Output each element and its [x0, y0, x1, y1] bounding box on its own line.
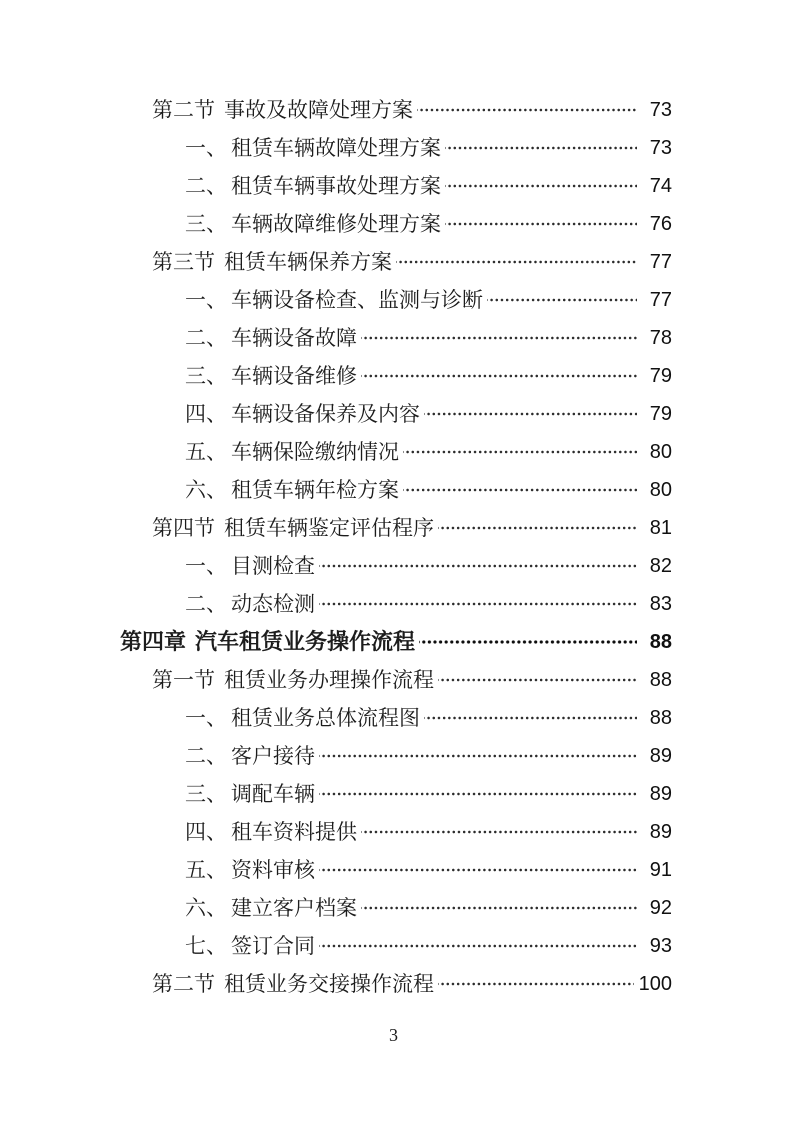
toc-entry-page: 93 [649, 935, 672, 957]
toc-entry-title: 租赁车辆故障处理方案 [231, 136, 441, 160]
toc-entry-number: 一、 [185, 554, 227, 578]
toc-entry-title: 车辆设备保养及内容 [231, 402, 420, 426]
toc-entry-page: 79 [649, 403, 672, 425]
toc-entry-page: 77 [649, 251, 672, 273]
toc-entry-number: 一、 [185, 288, 227, 312]
toc-entry[interactable] [120, 851, 672, 889]
toc-entry-page: 80 [649, 441, 672, 463]
toc-entry-number: 第二节 [152, 972, 215, 996]
toc-entry[interactable] [120, 433, 672, 471]
toc-entry[interactable] [120, 775, 672, 813]
toc-entry-page: 73 [649, 137, 672, 159]
dot-leader [361, 319, 637, 357]
toc-entry-page: 100 [638, 973, 672, 995]
toc-entry-title: 车辆设备检查、监测与诊断 [231, 288, 483, 312]
toc-entry[interactable] [120, 813, 672, 851]
toc-entry[interactable] [120, 509, 672, 547]
toc-entry-title: 租赁车辆保养方案 [224, 250, 392, 274]
dot-leader [361, 813, 637, 851]
toc-entry-page: 79 [649, 365, 672, 387]
toc-entry-title: 建立客户档案 [231, 896, 357, 920]
dot-leader [417, 91, 637, 129]
toc-entry-number: 五、 [185, 858, 227, 882]
dot-leader [396, 243, 637, 281]
toc-entry[interactable] [120, 889, 672, 927]
toc-entry-page: 83 [649, 593, 672, 615]
toc-entry-number: 三、 [185, 212, 227, 236]
toc-entry-number: 二、 [185, 744, 227, 768]
toc-entry-page: 89 [649, 745, 672, 767]
toc-entry-page: 88 [649, 631, 672, 653]
toc-entry-title: 资料审核 [231, 858, 315, 882]
dot-leader [438, 661, 637, 699]
toc-entry[interactable] [120, 91, 672, 129]
toc-entry-title: 租赁业务总体流程图 [231, 706, 420, 730]
toc-entry[interactable] [120, 281, 672, 319]
dot-leader [419, 623, 637, 661]
toc-entry-page: 81 [649, 517, 672, 539]
toc-entry-page: 76 [649, 213, 672, 235]
dot-leader [361, 889, 637, 927]
toc-entry-title: 汽车租赁业务操作流程 [195, 629, 416, 654]
toc-entry[interactable] [120, 699, 672, 737]
toc-entry-title: 租赁车辆鉴定评估程序 [224, 516, 434, 540]
toc-entry-number: 第四章 [120, 629, 187, 654]
toc-entry-title: 租赁业务交接操作流程 [224, 972, 434, 996]
toc-entry-number: 六、 [185, 478, 227, 502]
dot-leader [424, 699, 637, 737]
dot-leader [319, 737, 637, 775]
toc-entry-title: 调配车辆 [231, 782, 315, 806]
toc-entry[interactable] [120, 167, 672, 205]
dot-leader [403, 433, 637, 471]
toc-entry-number: 四、 [185, 402, 227, 426]
toc-entry-title: 动态检测 [231, 592, 315, 616]
toc-entry-title: 租车资料提供 [231, 820, 357, 844]
dot-leader [445, 129, 637, 167]
toc-entry[interactable] [120, 585, 672, 623]
toc-entry-page: 78 [649, 327, 672, 349]
toc-entry-number: 七、 [185, 934, 227, 958]
table-of-contents [120, 91, 672, 1003]
toc-entry-page: 73 [649, 99, 672, 121]
toc-entry[interactable] [120, 129, 672, 167]
dot-leader [319, 547, 637, 585]
toc-entry-title: 目测检查 [231, 554, 315, 578]
toc-entry-title: 租赁车辆事故处理方案 [231, 174, 441, 198]
toc-entry-page: 92 [649, 897, 672, 919]
toc-entry[interactable] [120, 547, 672, 585]
toc-entry-title: 租赁业务办理操作流程 [224, 668, 434, 692]
toc-entry-number: 三、 [185, 364, 227, 388]
toc-entry[interactable] [120, 737, 672, 775]
toc-entry-number: 三、 [185, 782, 227, 806]
toc-entry-page: 91 [649, 859, 672, 881]
dot-leader [438, 965, 634, 1003]
dot-leader [361, 357, 637, 395]
toc-entry-title: 事故及故障处理方案 [224, 98, 413, 122]
toc-entry-title: 客户接待 [231, 744, 315, 768]
dot-leader [319, 927, 637, 965]
dot-leader [319, 775, 637, 813]
toc-entry-number: 四、 [185, 820, 227, 844]
toc-entry[interactable] [120, 965, 672, 1003]
toc-entry-number: 六、 [185, 896, 227, 920]
dot-leader [424, 395, 637, 433]
toc-entry[interactable] [120, 927, 672, 965]
toc-entry-page: 82 [649, 555, 672, 577]
toc-entry[interactable] [120, 243, 672, 281]
toc-entry-number: 一、 [185, 706, 227, 730]
toc-entry-title: 车辆设备故障 [231, 326, 357, 350]
toc-entry[interactable] [120, 395, 672, 433]
toc-entry-number: 一、 [185, 136, 227, 160]
toc-entry-page: 74 [649, 175, 672, 197]
toc-entry-number: 第三节 [152, 250, 215, 274]
toc-entry-number: 第四节 [152, 516, 215, 540]
dot-leader [403, 471, 637, 509]
toc-entry-title: 车辆保险缴纳情况 [231, 440, 399, 464]
toc-entry-number: 二、 [185, 592, 227, 616]
toc-entry-title: 签订合同 [231, 934, 315, 958]
toc-entry-page: 88 [649, 669, 672, 691]
dot-leader [445, 167, 637, 205]
dot-leader [445, 205, 637, 243]
toc-entry[interactable] [120, 623, 672, 661]
toc-entry-title: 租赁车辆年检方案 [231, 478, 399, 502]
toc-entry-page: 80 [649, 479, 672, 501]
toc-entry[interactable] [120, 471, 672, 509]
toc-entry-page: 77 [649, 289, 672, 311]
toc-entry-page: 89 [649, 821, 672, 843]
toc-entry-number: 五、 [185, 440, 227, 464]
toc-entry[interactable] [120, 661, 672, 699]
toc-entry-number: 第一节 [152, 668, 215, 692]
dot-leader [319, 851, 637, 889]
dot-leader [438, 509, 637, 547]
toc-entry-title: 车辆故障维修处理方案 [231, 212, 441, 236]
toc-entry[interactable] [120, 319, 672, 357]
footer-page-number: 3 [389, 1025, 398, 1045]
toc-entry-number: 第二节 [152, 98, 215, 122]
toc-entry-page: 89 [649, 783, 672, 805]
toc-entry[interactable] [120, 205, 672, 243]
toc-entry-title: 车辆设备维修 [231, 364, 357, 388]
dot-leader [487, 281, 637, 319]
toc-entry-number: 二、 [185, 174, 227, 198]
dot-leader [319, 585, 637, 623]
toc-entry-page: 88 [649, 707, 672, 729]
toc-entry-number: 二、 [185, 326, 227, 350]
toc-entry[interactable] [120, 357, 672, 395]
